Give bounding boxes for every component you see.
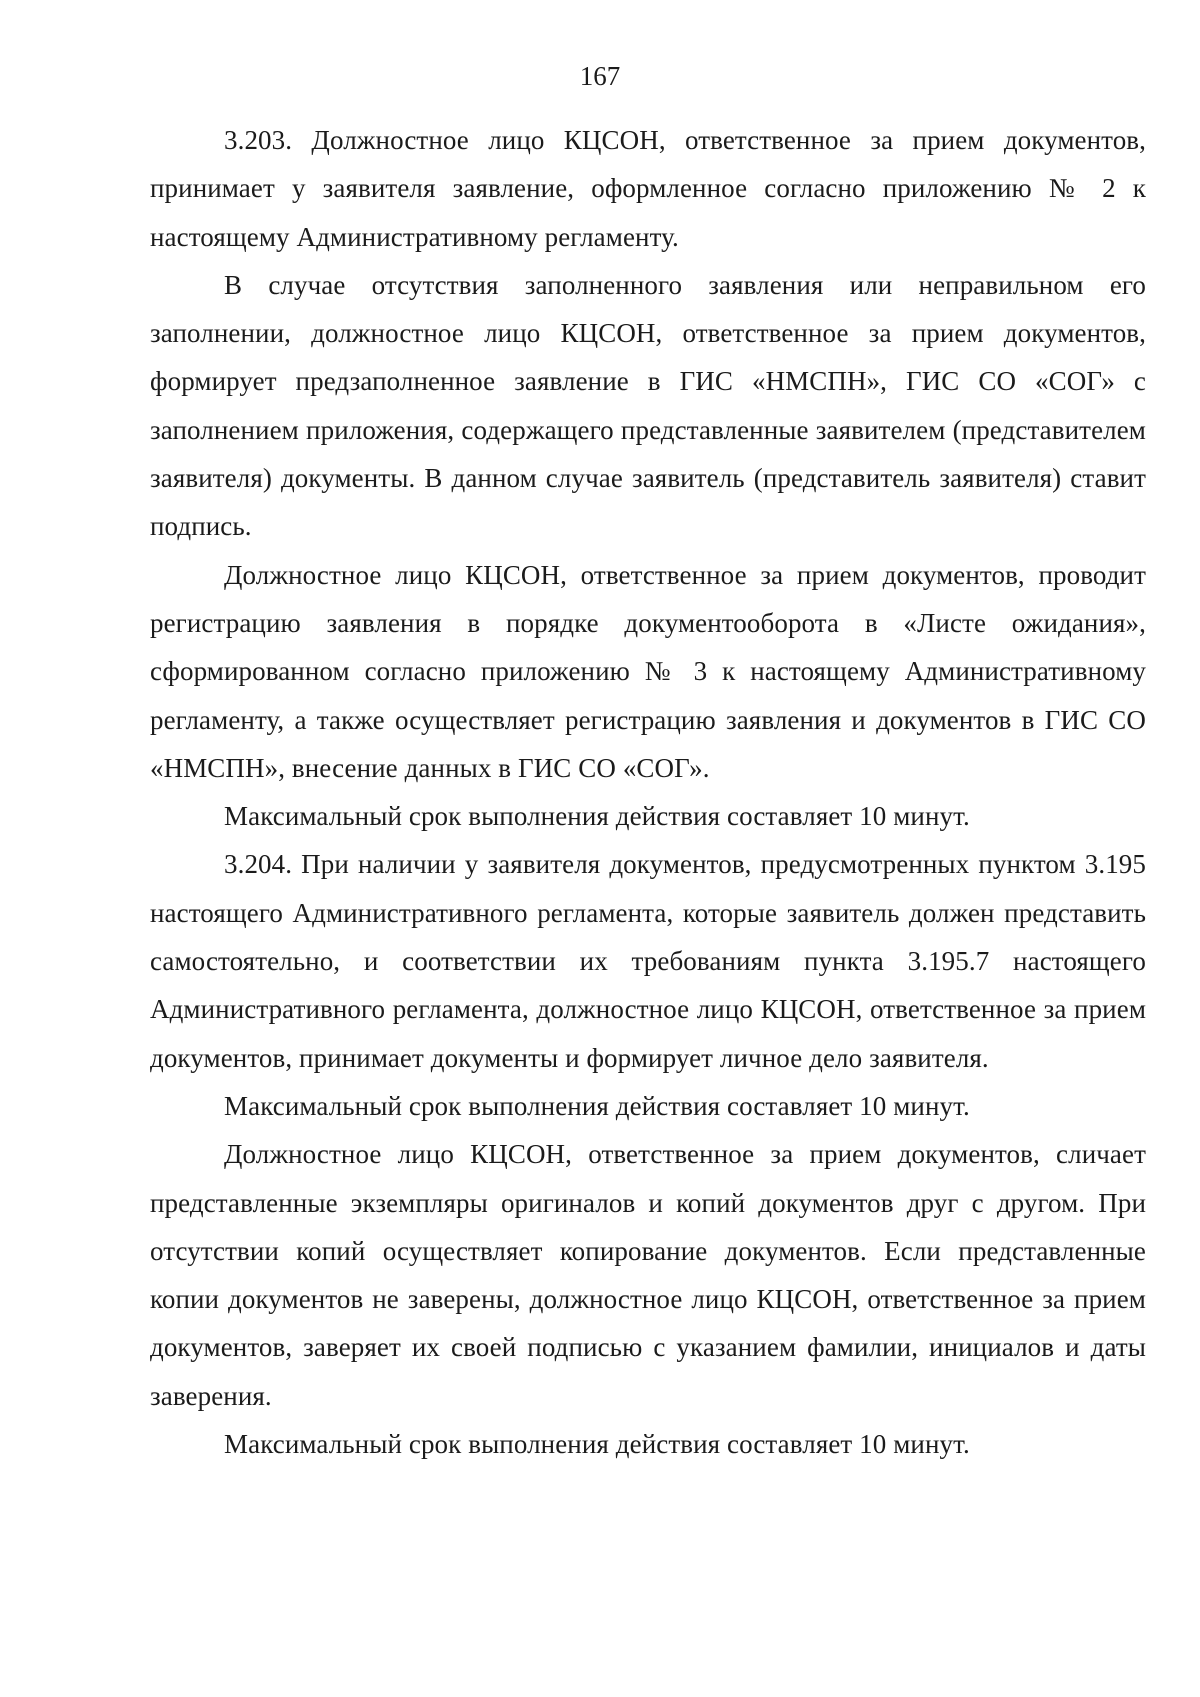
paragraph-max-time-1: Максимальный срок выполнения действия составляет 10 минут. [224, 801, 970, 832]
paragraph-max-time-3: Максимальный срок выполнения действия составляет 10 минут. [224, 1429, 970, 1460]
paragraph-3-203: 3.203. Должностное лицо КЦСОН, ответственное за прием документов, принимает у заявителя заявление, оформленное согласно приложению № 2 к настоящему Административному регламенту. [150, 125, 1146, 252]
paragraph-copy-verification: Должностное лицо КЦСОН, ответственное за прием документов, сличает представленные экземпляры оригиналов и копий документов друг с другом. При отсутствии копий осуществляет копирование документов. Если представленные копии документов не заверены, должностное лицо КЦСОН, ответственное за прием документов, заверяет их своей подписью с указанием фамилии, инициалов и даты заверения. [150, 1139, 1146, 1411]
page-number: 167 [579, 61, 621, 91]
paragraph-3-204: 3.204. При наличии у заявителя документов, предусмотренных пунктом 3.195 настоящего Административного регламента, которые заявитель должен представить самостоятельно, и соответствии их требованиям пункта 3.195.7 настоящего Административного регламента, должностное лицо КЦСОН, ответственное за прием документов, принимает документы и формирует личное дело заявителя. [150, 849, 1146, 1073]
document-body [150, 116, 1146, 1468]
paragraph-registration: Должностное лицо КЦСОН, ответственное за прием документов, проводит регистрацию заявления в порядке документооборота в «Листе ожидания», сформированном согласно приложению № 3 к настоящему Административному регламенту, а также осуществляет регистрацию заявления и документов в ГИС СО «НМСПН», внесение данных в ГИС СО «СОГ». [150, 559, 1146, 783]
paragraph-max-time-2: Максимальный срок выполнения действия составляет 10 минут. [224, 1090, 970, 1121]
paragraph-missing-application: В случае отсутствия заполненного заявления или неправильном его заполнении, должностное лицо КЦСОН, ответственное за прием документов, формирует предзаполненное заявление в ГИС «НМСПН», ГИС СО «СОГ» с заполнением приложения, содержащего представленные заявителем (представителем заявителя) документы. В данном случае заявитель (представитель заявителя) ставит подпись. [150, 269, 1146, 542]
